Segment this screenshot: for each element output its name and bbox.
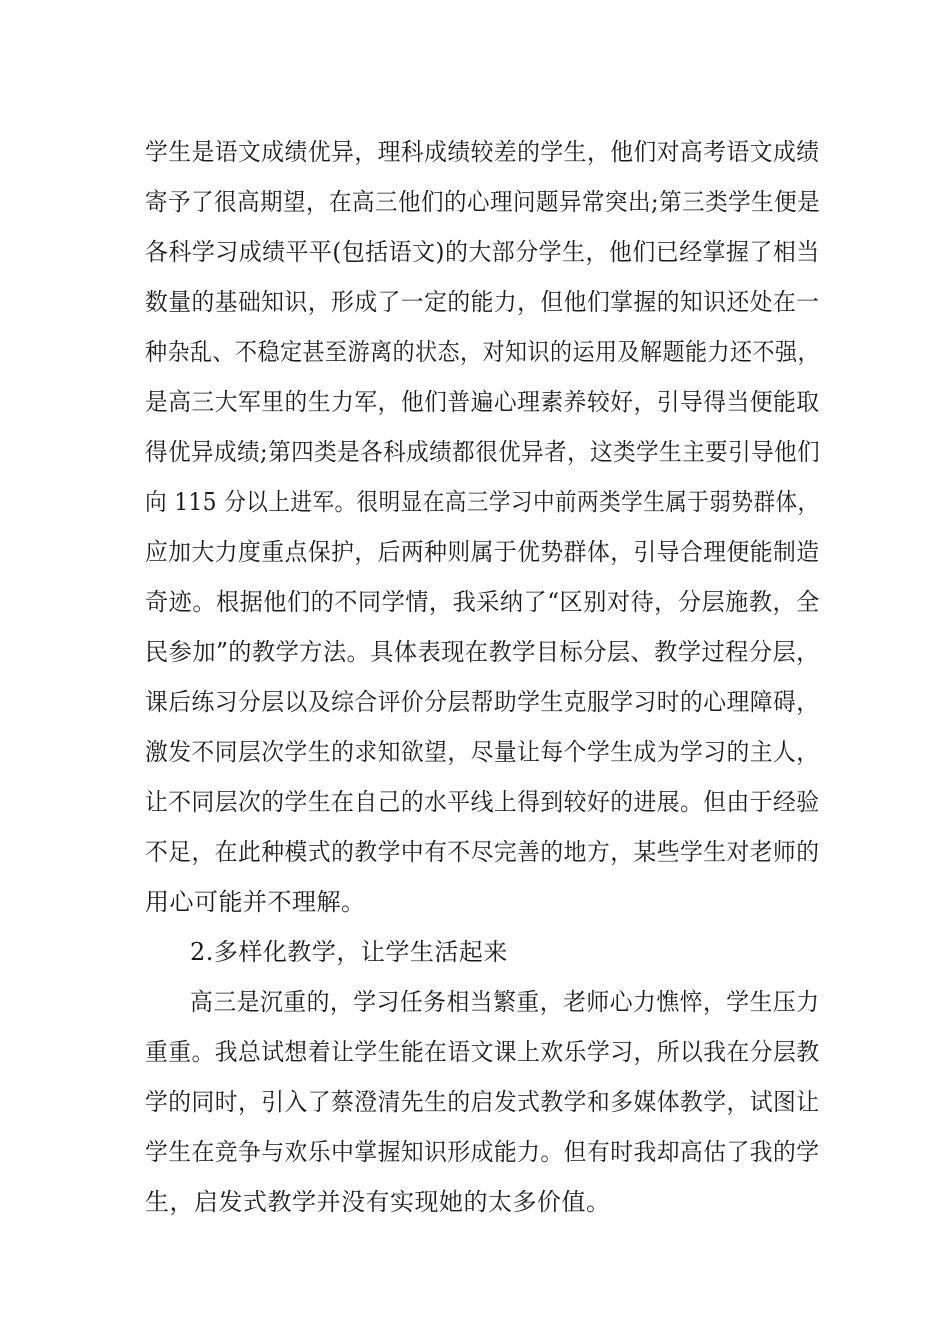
paragraph-line: 用心可能并不理解。 — [145, 888, 366, 916]
paragraph-line: 重重。我总试想着让学生能在语文课上欢乐学习，所以我在分层教 — [145, 1038, 820, 1066]
paragraph-line: 各科学习成绩平平(包括语文)的大部分学生，他们已经掌握了相当 — [145, 238, 820, 266]
paragraph-line: 种杂乱、不稳定甚至游离的状态，对知识的运用及解题能力还不强， — [145, 338, 821, 366]
paragraph-line: 民参加”的教学方法。具体表现在教学目标分层、教学过程分层， — [145, 638, 820, 666]
paragraph-line: 生，启发式教学并没有实现她的太多价值。 — [145, 1188, 611, 1216]
paragraph-line: 学的同时，引入了蔡澄清先生的启发式教学和多媒体教学，试图让 — [145, 1088, 820, 1116]
paragraph-line: 不足，在此种模式的教学中有不尽完善的地方，某些学生对老师的 — [145, 838, 820, 866]
paragraph-line: 向 115 分以上进军。很明显在高三学习中前两类学生属于弱势群体， — [145, 488, 820, 516]
paragraph-line: 高三是沉重的，学习任务相当繁重，老师心力憔悴，学生压力 — [190, 988, 820, 1016]
paragraph-line: 奇迹。根据他们的不同学情，我采纳了“区别对待，分层施教，全 — [145, 588, 820, 616]
paragraph-line: 学生在竞争与欢乐中掌握知识形成能力。但有时我却高估了我的学 — [145, 1138, 820, 1166]
paragraph-line: 是高三大军里的生力军，他们普遍心理素养较好，引导得当便能取 — [145, 388, 820, 416]
paragraph-line: 课后练习分层以及综合评价分层帮助学生克服学习时的心理障碍， — [145, 688, 820, 716]
section-heading: 2.多样化教学，让学生活起来 — [190, 938, 508, 966]
paragraph-line: 激发不同层次学生的求知欲望，尽量让每个学生成为学习的主人， — [145, 738, 820, 766]
paragraph-line: 数量的基础知识，形成了一定的能力，但他们掌握的知识还处在一 — [145, 288, 820, 316]
paragraph-line: 寄予了很高期望，在高三他们的心理问题异常突出;第三类学生便是 — [145, 188, 821, 216]
paragraph-line: 应加大力度重点保护，后两种则属于优势群体，引导合理便能制造 — [145, 538, 820, 566]
paragraph-line: 学生是语文成绩优异，理科成绩较差的学生，他们对高考语文成绩 — [145, 138, 820, 166]
paragraph-line: 得优异成绩;第四类是各科成绩都很优异者，这类学生主要引导他们 — [145, 438, 821, 466]
paragraph-line: 让不同层次的学生在自己的水平线上得到较好的进展。但由于经验 — [145, 788, 820, 816]
